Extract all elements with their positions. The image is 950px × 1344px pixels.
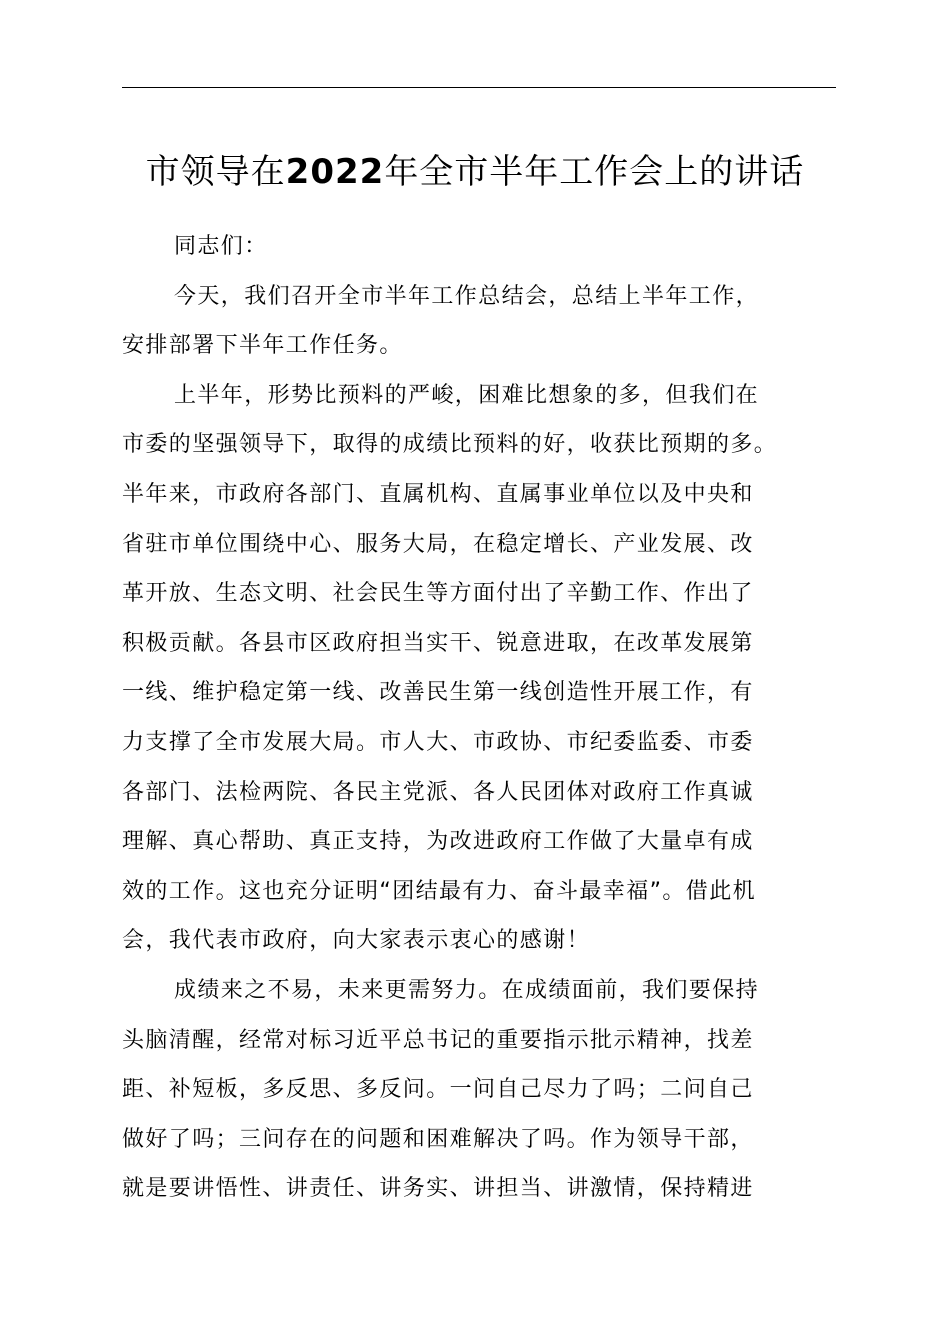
paragraph-line: 各部门、法检两院、各民主党派、各人民团体对政府工作真诚 bbox=[122, 779, 754, 805]
paragraph-line: 就是要讲悟性、讲责任、讲务实、讲担当、讲激情，保持精进 bbox=[122, 1176, 754, 1202]
paragraph-line: 会，我代表市政府，向大家表示衷心的感谢！ bbox=[122, 928, 591, 954]
header-rule bbox=[122, 87, 836, 88]
paragraph-2 bbox=[122, 371, 838, 966]
document-body bbox=[122, 222, 838, 1214]
document-title bbox=[0, 146, 950, 198]
paragraph-line: 头脑清醒，经常对标习近平总书记的重要指示批示精神，找差 bbox=[122, 1027, 754, 1053]
paragraph-line: 理解、真心帮助、真正支持，为改进政府工作做了大量卓有成 bbox=[122, 829, 754, 855]
paragraph-line: 半年来，市政府各部门、直属机构、直属事业单位以及中央和 bbox=[122, 481, 754, 507]
paragraph-line: 安排部署下半年工作任务。 bbox=[122, 333, 403, 359]
salutation bbox=[122, 222, 838, 272]
paragraph-line: 做好了吗；三问存在的问题和困难解决了吗。作为领导干部， bbox=[122, 1126, 754, 1152]
paragraph-1 bbox=[122, 272, 838, 371]
paragraph-line: 力支撑了全市发展大局。市人大、市政协、市纪委监委、市委 bbox=[122, 729, 754, 755]
paragraph-line: 上半年，形势比预料的严峻，困难比想象的多，但我们在 bbox=[174, 382, 760, 408]
paragraph-3 bbox=[122, 966, 838, 1214]
paragraph-line: 积极贡献。各县市区政府担当实干、锐意进取，在改革发展第 bbox=[122, 630, 754, 656]
title-prefix: 市领导在 bbox=[145, 152, 286, 192]
paragraph-line: 成绩来之不易，未来更需努力。在成绩面前，我们要保持 bbox=[174, 977, 760, 1003]
paragraph-line: 革开放、生态文明、社会民生等方面付出了辛勤工作、作出了 bbox=[122, 581, 754, 607]
title-year: 2022 bbox=[285, 152, 385, 192]
salutation-text: 同志们： bbox=[174, 234, 268, 259]
paragraph-line: 一线、维护稳定第一线、改善民生第一线创造性开展工作，有 bbox=[122, 680, 754, 706]
paragraph-line: 市委的坚强领导下，取得的成绩比预料的好，收获比预期的多。 bbox=[122, 432, 778, 458]
title-suffix: 年全市半年工作会上的讲话 bbox=[384, 152, 805, 192]
paragraph-line: 省驻市单位围绕中心、服务大局，在稳定增长、产业发展、改 bbox=[122, 531, 754, 557]
paragraph-line: 今天，我们召开全市半年工作总结会，总结上半年工作， bbox=[174, 283, 760, 309]
paragraph-line: 效的工作。这也充分证明“团结最有力、奋斗最幸福”。借此机 bbox=[122, 878, 756, 904]
paragraph-line: 距、补短板，多反思、多反问。一问自己尽力了吗；二问自己 bbox=[122, 1077, 754, 1103]
